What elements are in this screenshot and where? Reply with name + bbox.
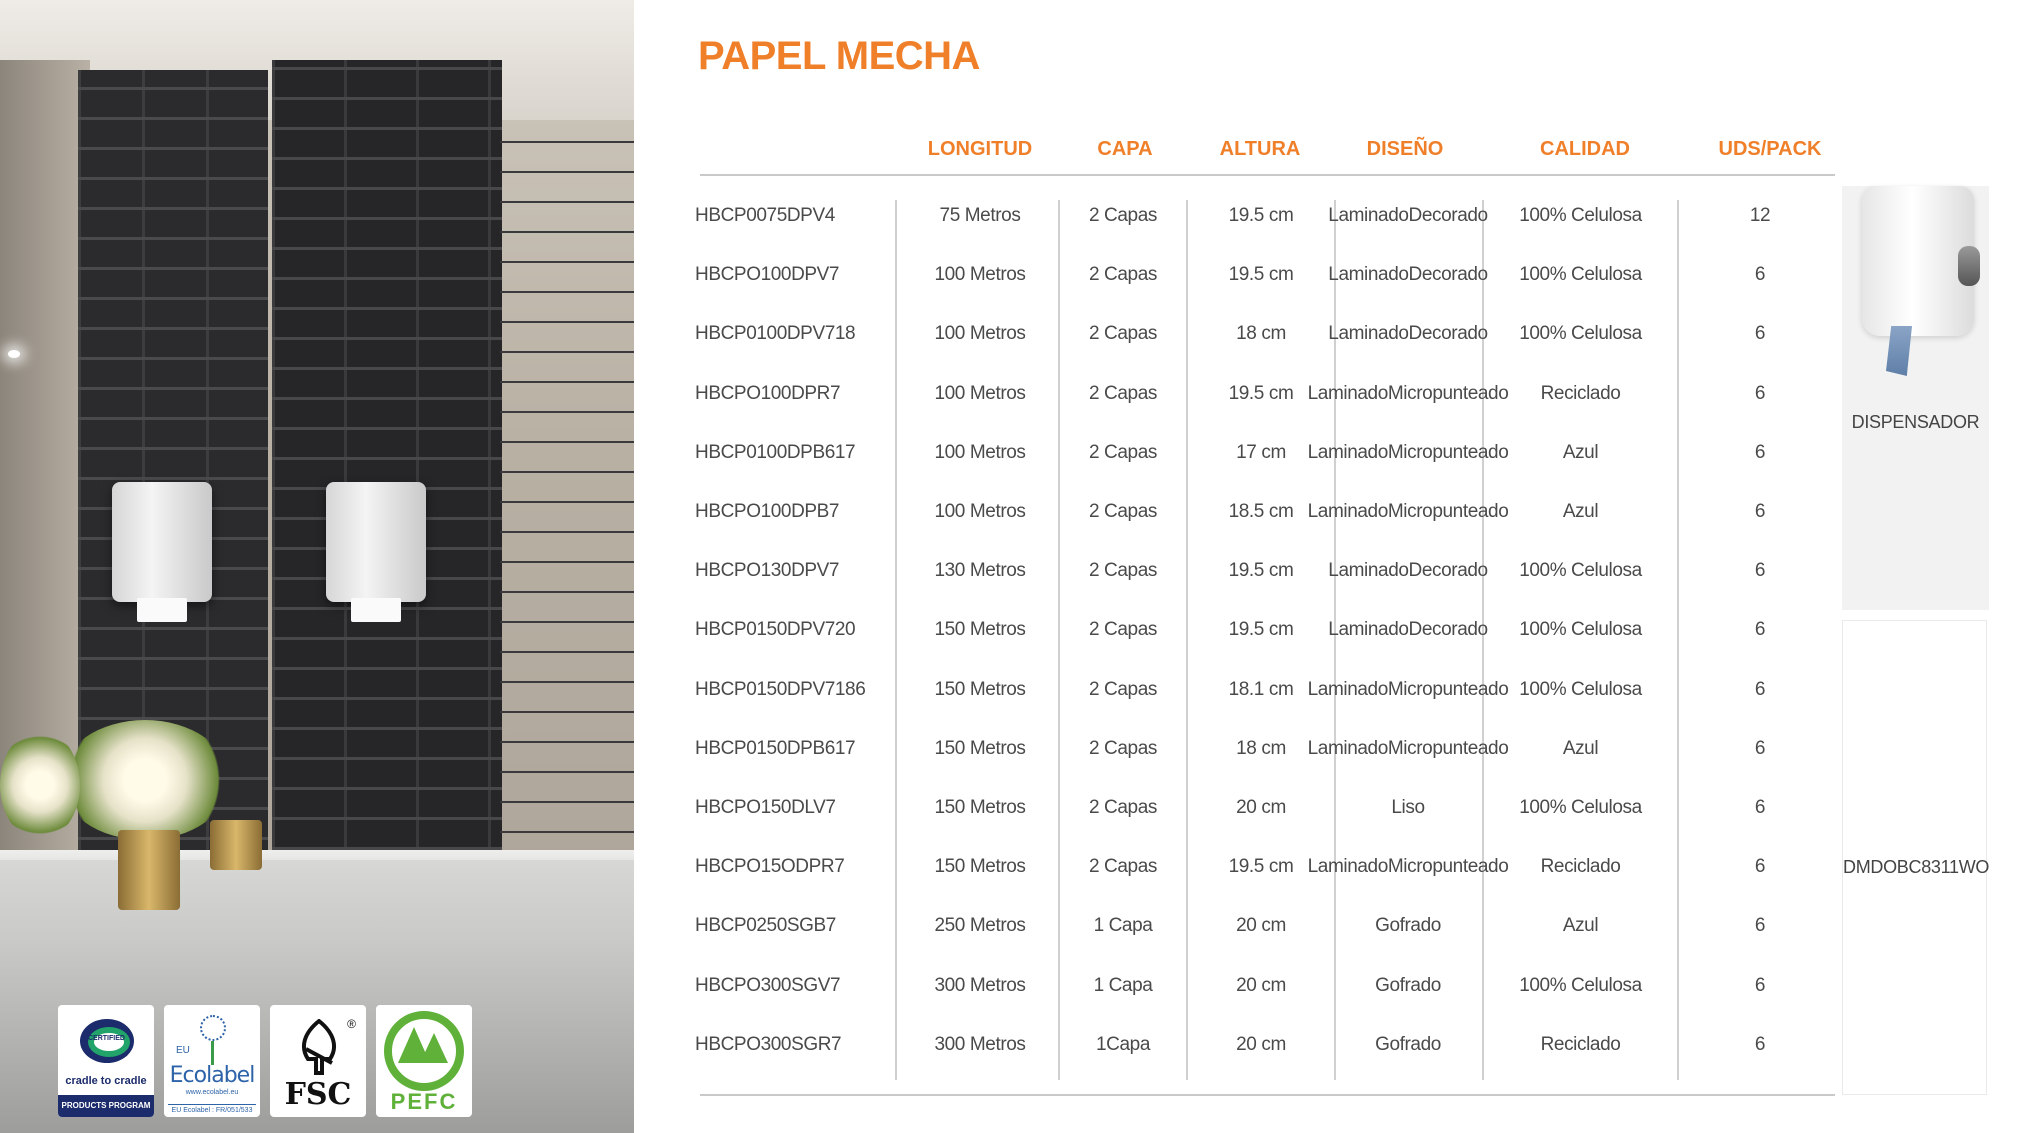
product-design [1328, 186, 1488, 245]
product-length: 300 Metros [934, 1033, 1026, 1055]
design-line-2: Micropunteado [1387, 678, 1509, 700]
product-design [1307, 837, 1509, 896]
product-design [1338, 896, 1478, 955]
product-height: 18.1 cm [1228, 678, 1294, 700]
product-code: HBCPO100DPB7 [695, 501, 840, 522]
product-length: 150 Metros [934, 797, 1026, 818]
product-pack-units: 6 [1754, 323, 1766, 345]
table-row [0, 896, 2040, 955]
product-layers: 1Capa [1096, 1033, 1150, 1055]
pefc-logo: PEFC [376, 1005, 472, 1117]
product-pack-units: 6 [1754, 856, 1766, 878]
design-line-1: Laminado [1307, 441, 1388, 463]
design-line-1: Laminado [1307, 856, 1388, 878]
product-height: 18.5 cm [1228, 501, 1294, 522]
design-line-2: Decorado [1408, 205, 1488, 226]
design-line-2: Decorado [1408, 560, 1488, 582]
product-code: HBCP0100DPB617 [695, 441, 856, 463]
product-design [1307, 364, 1509, 423]
product-pack-units: 6 [1754, 974, 1766, 996]
header-capa: CAPA [1097, 138, 1153, 160]
product-design [1307, 482, 1509, 541]
table-row [0, 304, 2040, 363]
table-row [0, 541, 2040, 600]
product-code: HBCP0100DPV718 [695, 323, 856, 345]
product-height: 19.5 cm [1228, 560, 1294, 582]
product-design [1307, 719, 1509, 778]
product-length: 100 Metros [934, 501, 1026, 522]
product-quality: 100% Celulosa [1519, 797, 1642, 818]
product-quality: Azul [1562, 501, 1599, 522]
dispenser-window [1958, 246, 1980, 286]
product-pack-units: 6 [1754, 737, 1766, 759]
product-layers: 2 Capas [1089, 619, 1157, 641]
dispenser-label: DISPENSADOR [1851, 412, 1980, 432]
product-layers: 2 Capas [1089, 560, 1157, 582]
product-layers: 2 Capas [1089, 737, 1157, 759]
product-code: HBCPO100DPV7 [695, 264, 840, 286]
table-row [0, 837, 2040, 896]
product-code: HBCPO130DPV7 [695, 560, 840, 582]
product-code: HBCP0150DPV7186 [695, 678, 866, 700]
product-design [1328, 245, 1488, 304]
design-line-1: Gofrado [1375, 974, 1441, 996]
product-quality: 100% Celulosa [1519, 974, 1642, 996]
fsc-logo: ® FSC [270, 1005, 366, 1117]
product-quality: 100% Celulosa [1519, 264, 1642, 286]
header-divider [700, 174, 1835, 176]
product-length: 300 Metros [934, 974, 1026, 996]
dispenser-code: DMDOBC8311WO [1843, 857, 1990, 877]
design-line-1: Gofrado [1375, 915, 1441, 937]
product-height: 17 cm [1236, 441, 1286, 463]
product-pack-units: 6 [1754, 915, 1766, 937]
product-length: 150 Metros [934, 678, 1026, 700]
product-length: 100 Metros [934, 441, 1026, 463]
product-length: 150 Metros [934, 737, 1026, 759]
design-line-1: Laminado [1328, 205, 1409, 226]
product-height: 19.5 cm [1228, 382, 1294, 404]
product-pack-units: 6 [1754, 678, 1766, 700]
product-pack-units: 12 [1749, 205, 1771, 226]
product-pack-units: 6 [1754, 619, 1766, 641]
table-row [0, 600, 2040, 659]
product-length: 130 Metros [934, 560, 1026, 582]
product-pack-units: 6 [1754, 797, 1766, 818]
page-title: PAPEL MECHA [698, 34, 980, 78]
product-height: 20 cm [1236, 915, 1286, 937]
product-pack-units: 6 [1754, 264, 1766, 286]
product-height: 19.5 cm [1228, 856, 1294, 878]
product-pack-units: 6 [1754, 501, 1766, 522]
eu-ecolabel-logo: EU Ecolabel www.ecolabel.eu EU Ecolabel : FR/051/533 [164, 1005, 260, 1117]
product-layers: 1 Capa [1093, 915, 1153, 937]
table-row [0, 778, 2040, 837]
product-design [1328, 304, 1488, 363]
product-quality: Azul [1562, 915, 1599, 937]
product-length: 150 Metros [934, 856, 1026, 878]
product-quality: 100% Celulosa [1519, 205, 1642, 226]
product-quality: 100% Celulosa [1519, 323, 1642, 345]
product-pack-units: 6 [1754, 382, 1766, 404]
table-row [0, 186, 2040, 245]
design-line-2: Decorado [1408, 619, 1488, 641]
design-line-1: Laminado [1307, 678, 1388, 700]
table-row [0, 719, 2040, 778]
product-code: HBCPO300SGV7 [695, 974, 841, 996]
header-calidad: CALIDAD [1540, 138, 1630, 160]
table-row [0, 1015, 2040, 1074]
table-row [0, 423, 2040, 482]
cradle-to-cradle-logo: CERTIFIED cradle to cradle PRODUCTS PROGRAM [58, 1005, 154, 1117]
design-line-1: Laminado [1328, 264, 1409, 286]
product-quality: Reciclado [1540, 382, 1621, 404]
dispenser-image [1862, 186, 1974, 336]
table-row [0, 956, 2040, 1015]
product-design [1307, 660, 1509, 719]
header-altura: ALTURA [1219, 138, 1301, 160]
product-length: 75 Metros [939, 205, 1021, 226]
product-quality: Azul [1562, 737, 1599, 759]
header-longitud: LONGITUD [927, 138, 1033, 160]
product-layers: 2 Capas [1089, 856, 1157, 878]
product-layers: 2 Capas [1089, 264, 1157, 286]
product-code: HBCP0250SGB7 [695, 915, 836, 937]
design-line-1: Laminado [1328, 619, 1409, 641]
product-layers: 2 Capas [1089, 678, 1157, 700]
product-height: 20 cm [1236, 1033, 1286, 1055]
product-layers: 2 Capas [1089, 797, 1157, 818]
design-line-2: Decorado [1408, 264, 1488, 286]
product-length: 100 Metros [934, 382, 1026, 404]
product-length: 150 Metros [934, 619, 1026, 641]
product-height: 18 cm [1236, 323, 1286, 345]
product-length: 250 Metros [934, 915, 1026, 937]
product-length: 100 Metros [934, 264, 1026, 286]
product-code: HBCPO15ODPR7 [695, 856, 845, 878]
product-length: 100 Metros [934, 323, 1026, 345]
product-design [1338, 1015, 1478, 1074]
product-quality: 100% Celulosa [1519, 560, 1642, 582]
product-quality: 100% Celulosa [1519, 678, 1642, 700]
header-diseno: DISEÑO [1366, 138, 1444, 160]
product-layers: 2 Capas [1089, 441, 1157, 463]
table-row [0, 245, 2040, 304]
product-design [1328, 541, 1488, 600]
table-row [0, 482, 2040, 541]
product-code: HBCP0150DPV720 [695, 619, 856, 641]
product-pack-units: 6 [1754, 1033, 1766, 1055]
product-design [1307, 423, 1509, 482]
table-bottom-divider [700, 1094, 1835, 1096]
product-pack-units: 6 [1754, 441, 1766, 463]
product-design [1338, 956, 1478, 1015]
design-line-2: Micropunteado [1387, 737, 1509, 759]
design-line-1: Laminado [1307, 501, 1388, 522]
product-layers: 2 Capas [1089, 323, 1157, 345]
header-uds-pack: UDS/PACK [1718, 138, 1822, 160]
product-quality: 100% Celulosa [1519, 619, 1642, 641]
dispenser-panel [1842, 186, 1989, 610]
design-line-1: Gofrado [1375, 1033, 1441, 1055]
product-height: 20 cm [1236, 797, 1286, 818]
table-row [0, 364, 2040, 423]
table-row [0, 660, 2040, 719]
product-height: 19.5 cm [1228, 619, 1294, 641]
product-height: 18 cm [1236, 737, 1286, 759]
product-quality: Azul [1562, 441, 1599, 463]
product-pack-units: 6 [1754, 560, 1766, 582]
design-line-1: Laminado [1307, 382, 1388, 404]
product-layers: 2 Capas [1089, 205, 1157, 226]
product-code: HBCP0150DPB617 [695, 737, 856, 759]
product-height: 19.5 cm [1228, 205, 1294, 226]
design-line-2: Micropunteado [1387, 382, 1509, 404]
design-line-1: Laminado [1328, 323, 1409, 345]
product-height: 20 cm [1236, 974, 1286, 996]
design-line-2: Micropunteado [1387, 501, 1509, 522]
product-height: 19.5 cm [1228, 264, 1294, 286]
product-code: HBCP0075DPV4 [695, 205, 835, 226]
product-layers: 1 Capa [1093, 974, 1153, 996]
product-code: HBCPO100DPR7 [695, 382, 841, 404]
product-quality: Reciclado [1540, 1033, 1621, 1055]
product-code: HBCPO150DLV7 [695, 797, 836, 818]
product-design [1338, 778, 1478, 837]
design-line-2: Micropunteado [1387, 856, 1509, 878]
product-design [1328, 600, 1488, 659]
product-layers: 2 Capas [1089, 501, 1157, 522]
design-line-1: Laminado [1328, 560, 1409, 582]
design-line-2: Micropunteado [1387, 441, 1509, 463]
dispenser-code-panel [1842, 620, 1990, 1095]
design-line-1: Liso [1391, 797, 1425, 818]
product-layers: 2 Capas [1089, 382, 1157, 404]
design-line-1: Laminado [1307, 737, 1388, 759]
product-code: HBCPO300SGR7 [695, 1033, 842, 1055]
product-quality: Reciclado [1540, 856, 1621, 878]
design-line-2: Decorado [1408, 323, 1488, 345]
